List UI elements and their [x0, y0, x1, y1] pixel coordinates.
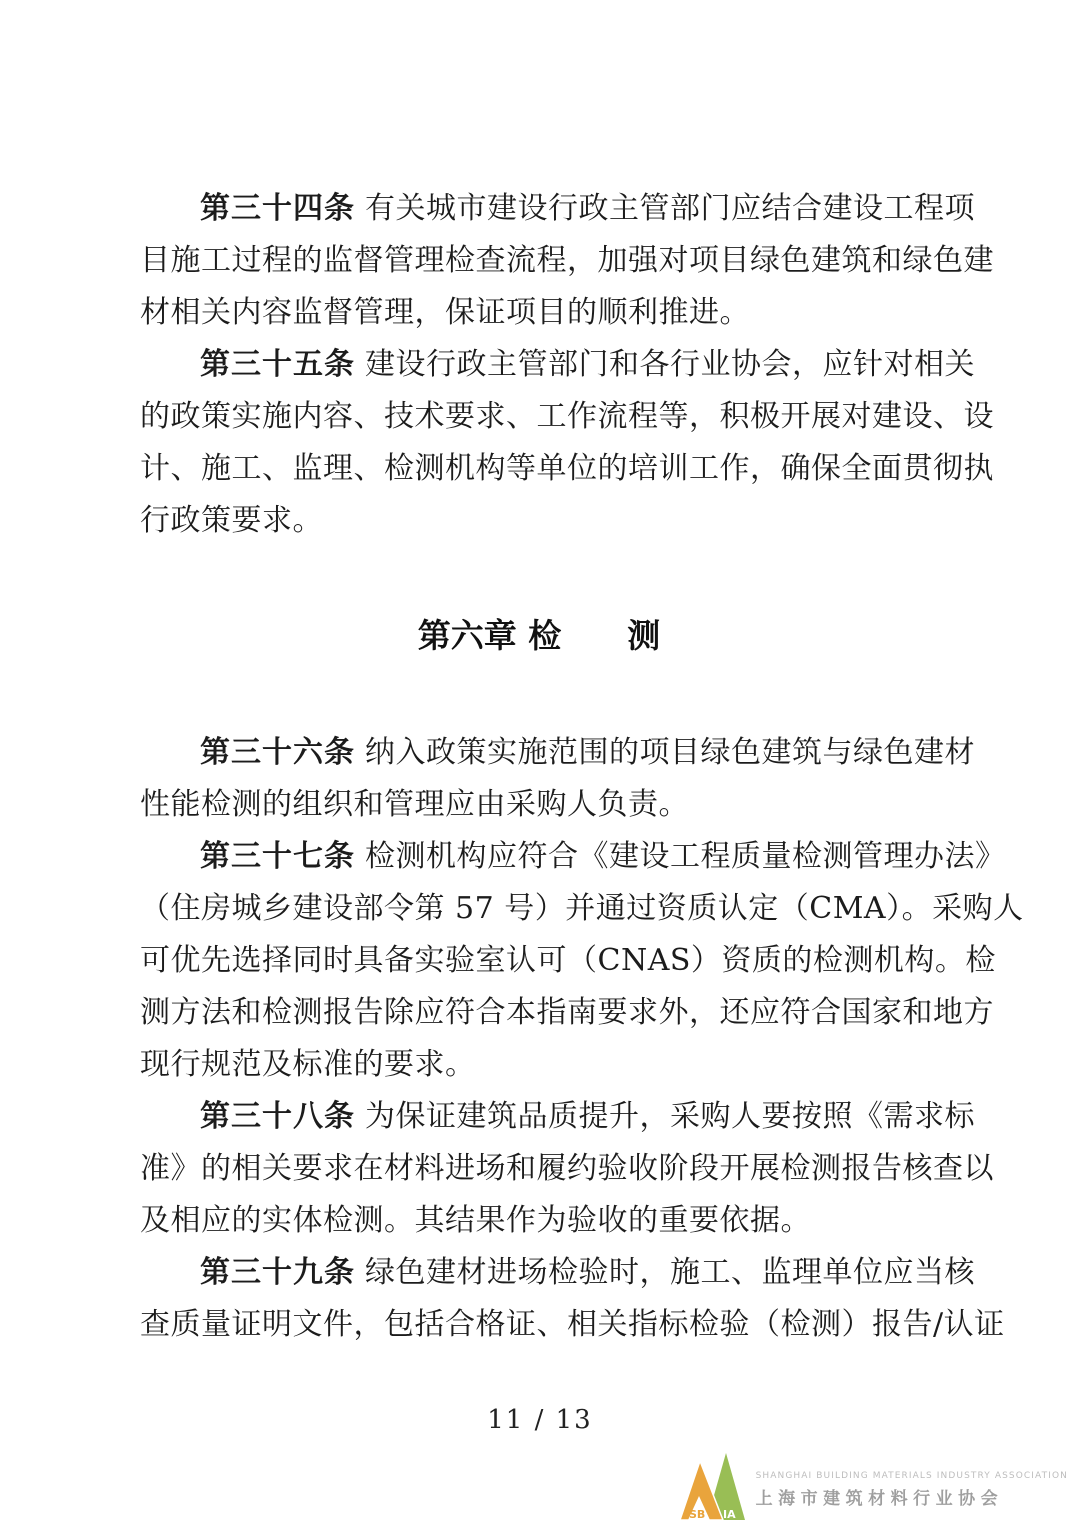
- article-line: 的政策实施内容、技术要求、工作流程等，积极开展对建设、设: [140, 399, 994, 434]
- article-paragraph: [140, 1247, 1005, 1351]
- association-name-chinese: 上海市建筑材料行业协会: [755, 1489, 1004, 1509]
- article-number: 第三十八条: [200, 1099, 355, 1134]
- association-logo-icon: [678, 1450, 748, 1522]
- association-footer: [678, 1450, 1068, 1522]
- article-line: （住房城乡建设部令第 57 号）并通过资质认定（CMA）。采购人: [140, 891, 1024, 926]
- article-paragraph: [140, 831, 1024, 1091]
- logo-monogram-left: SB: [688, 1508, 705, 1521]
- article-first-line: 第三十九条 绿色建材进场检验时，施工、监理单位应当核: [200, 1255, 976, 1290]
- article-line: 可优先选择同时具备实验室认可（CNAS）资质的检测机构。检: [140, 943, 996, 978]
- article-line: 行政策要求。: [140, 503, 323, 538]
- article-paragraph: [140, 339, 994, 547]
- article-line: 计、施工、监理、检测机构等单位的培训工作，确保全面贯彻执: [140, 451, 994, 486]
- article-line: 目施工过程的监督管理检查流程，加强对项目绿色建筑和绿色建: [140, 243, 994, 278]
- article-line: 测方法和检测报告除应符合本指南要求外，还应符合国家和地方: [140, 995, 994, 1030]
- article-line: 及相应的实体检测。其结果作为验收的重要依据。: [140, 1203, 811, 1238]
- article-line: 性能检测的组织和管理应由采购人负责。: [140, 787, 689, 822]
- article-line: 现行规范及标准的要求。: [140, 1047, 476, 1082]
- article-line: 查质量证明文件，包括合格证、相关指标检验（检测）报告/认证: [140, 1307, 1005, 1342]
- article-paragraph: [140, 727, 976, 831]
- article-first-line: 第三十六条 纳入政策实施范围的项目绿色建筑与绿色建材: [200, 735, 976, 770]
- logo-monogram-right: IA: [722, 1508, 736, 1521]
- chapter-heading: 第六章 检 测: [417, 616, 661, 655]
- article-paragraph: [140, 183, 994, 339]
- association-name-english: SHANGHAI BUILDING MATERIALS INDUSTRY ASSOCIATION: [755, 1471, 1068, 1481]
- article-paragraph: [140, 1091, 994, 1247]
- article-number: 第三十五条: [200, 347, 355, 382]
- article-first-line: 第三十八条 为保证建筑品质提升，采购人要按照《需求标: [200, 1099, 976, 1134]
- page-number: 11 / 13: [487, 1405, 593, 1435]
- article-number: 第三十四条: [200, 191, 355, 226]
- article-number: 第三十七条: [200, 839, 355, 874]
- article-number: 第三十九条: [200, 1255, 355, 1290]
- article-line: 材相关内容监督管理，保证项目的顺利推进。: [140, 295, 750, 330]
- article-line: 准》的相关要求在材料进场和履约验收阶段开展检测报告核查以: [140, 1151, 994, 1186]
- association-name-block: [756, 1471, 1068, 1522]
- article-number: 第三十六条: [200, 735, 355, 770]
- article-first-line: 第三十四条 有关城市建设行政主管部门应结合建设工程项: [200, 191, 976, 226]
- article-first-line: 第三十五条 建设行政主管部门和各行业协会，应针对相关: [200, 347, 976, 382]
- document-body: [140, 183, 1024, 1351]
- article-first-line: 第三十七条 检测机构应符合《建设工程质量检测管理办法》: [200, 839, 1006, 874]
